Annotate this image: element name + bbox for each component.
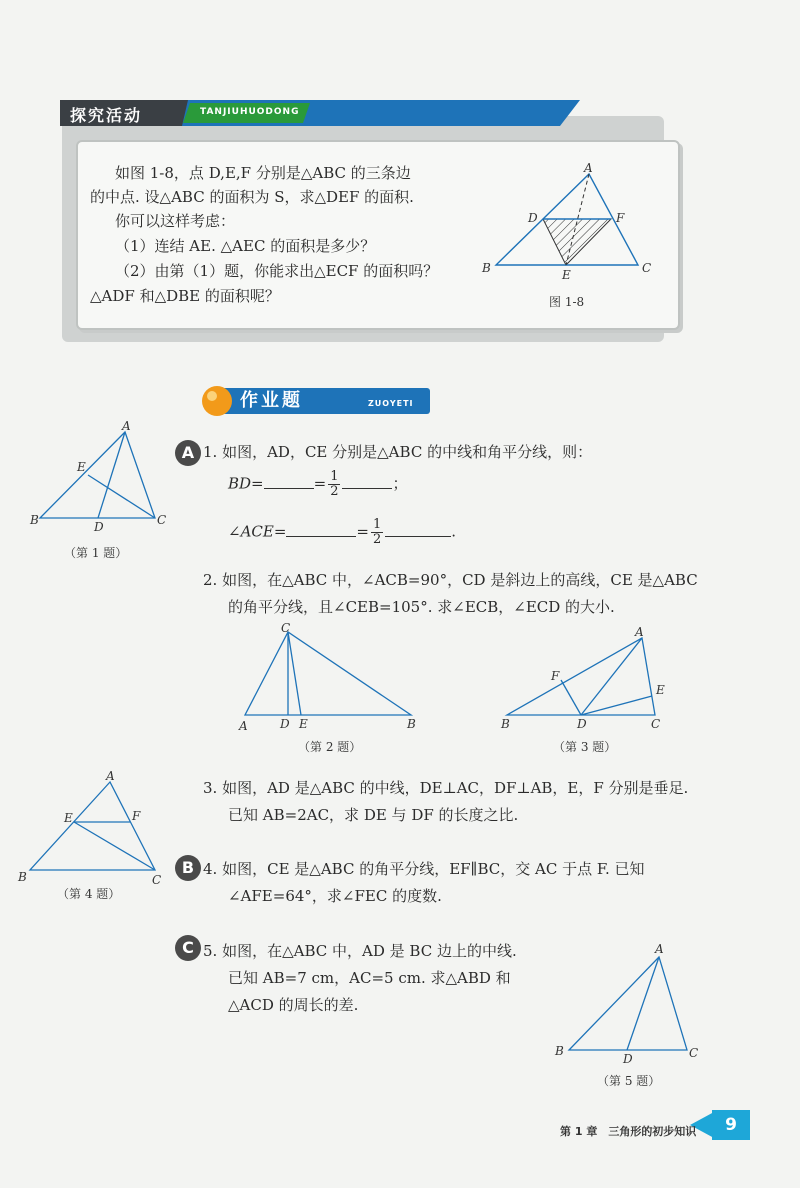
fig18-label-f: F xyxy=(616,211,625,225)
fig18-label-b: B xyxy=(482,261,491,275)
q3-line-1 xyxy=(203,777,688,799)
q2-number: 2. xyxy=(203,571,218,589)
q1-line-bd xyxy=(228,470,408,499)
level-b-badge: B xyxy=(175,855,201,881)
q1-eq-1: = xyxy=(313,474,327,493)
figure-1-8-caption: 图 1-8 xyxy=(549,295,585,309)
q3-label-a: A xyxy=(635,625,644,639)
q2-label-d: D xyxy=(280,717,290,731)
q1-text: 如图，AD，CE 分别是△ABC 的中线和角平分线，则： xyxy=(222,443,593,461)
q4-caption: （第 4 题） xyxy=(57,887,121,901)
fig18-label-e: E xyxy=(562,268,571,282)
level-a-badge: A xyxy=(175,440,201,466)
q4-line-2: ∠AFE=64°，求∠FEC 的度数. xyxy=(228,887,442,905)
explore-title: 探究活动 xyxy=(70,106,143,125)
q3-caption: （第 3 题） xyxy=(553,740,617,754)
q2-line-1 xyxy=(203,569,698,591)
q2-text-1: 如图，在△ABC 中，∠ACB=90°，CD 是斜边上的高线，CE 是△ABC xyxy=(222,571,698,589)
q5-label-a: A xyxy=(655,942,664,956)
q1-blank-1[interactable] xyxy=(264,474,314,489)
explore-line-3: 你可以这样考虑： xyxy=(115,212,236,230)
q1-question xyxy=(203,441,592,463)
q4-label-f: F xyxy=(132,809,141,823)
q2-label-c: C xyxy=(281,621,291,635)
q5-label-c: C xyxy=(689,1046,699,1060)
q3-label-d: D xyxy=(577,717,587,731)
q3-label-f: F xyxy=(551,669,560,683)
explore-line-1: 如图 1-8，点 D,E,F 分别是△ABC 的三条边 xyxy=(115,164,411,182)
q3-line-2: 已知 AB=2AC，求 DE 与 DF 的长度之比. xyxy=(228,806,519,824)
explore-subtitle: TANJIUHUODONG xyxy=(200,107,300,117)
q2-label-e: E xyxy=(299,717,308,731)
q1-label-b: B xyxy=(30,513,39,527)
explore-line-4: （1）连结 AE. △AEC 的面积是多少？ xyxy=(115,237,376,255)
q1-frac-2: $\frac{1}{2}$ xyxy=(372,517,382,547)
q5-label-b: B xyxy=(555,1044,564,1058)
fig18-label-d: D xyxy=(528,211,538,225)
q4-text-1: 如图，CE 是△ABC 的角平分线，EF∥BC，交 AC 于点 F. 已知 xyxy=(222,860,645,878)
q4-label-a: A xyxy=(106,769,115,783)
figure-q1 xyxy=(30,420,180,535)
fig18-label-a: A xyxy=(584,161,593,175)
q1-caption: （第 1 题） xyxy=(64,546,128,560)
q3-label-b: B xyxy=(501,717,510,731)
q1-period: . xyxy=(451,522,457,541)
q3-label-e: E xyxy=(656,683,665,697)
q2-line-2: 的角平分线，且∠CEB=105°. 求∠ECB，∠ECD 的大小. xyxy=(228,598,615,616)
q1-line-ace xyxy=(228,518,456,547)
q3-text-1: 如图，AD 是△ABC 的中线，DE⊥AC，DF⊥AB，E，F 分别是垂足. xyxy=(222,779,689,797)
q5-line-2: 已知 AB=7 cm，AC=5 cm. 求△ABD 和 xyxy=(228,969,511,987)
q5-label-d: D xyxy=(623,1052,633,1066)
q4-number: 4. xyxy=(203,860,218,878)
q1-semicolon: ； xyxy=(392,474,408,493)
explore-line-5: （2）由第（1）题，你能求出△ECF 的面积吗？ xyxy=(115,262,439,280)
q5-number: 5. xyxy=(203,942,218,960)
q4-label-b: B xyxy=(18,870,27,884)
explore-line-6: △ADF 和△DBE 的面积呢？ xyxy=(90,287,280,305)
page-number: 9 xyxy=(712,1110,750,1140)
q1-number: 1. xyxy=(203,443,218,461)
explore-header-banner xyxy=(60,100,660,126)
q1-ace-label: ∠ACE= xyxy=(228,522,287,541)
q5-caption: （第 5 题） xyxy=(597,1074,661,1088)
q5-text-1: 如图，在△ABC 中，AD 是 BC 边上的中线. xyxy=(222,942,517,960)
figure-q5 xyxy=(555,935,705,1065)
q1-blank-3[interactable] xyxy=(286,522,356,537)
fig18-label-c: C xyxy=(642,261,652,275)
explore-line-2: 的中点. 设△ABC 的面积为 S，求△DEF 的面积. xyxy=(90,188,414,206)
figure-1-8 xyxy=(480,160,670,290)
chapter-footer: 第 1 章 三角形的初步知识 xyxy=(560,1125,697,1138)
level-c-badge: C xyxy=(175,935,201,961)
homework-subtitle: ZUOYETI xyxy=(368,399,414,408)
q1-bd-label: BD= xyxy=(228,474,264,493)
q4-label-e: E xyxy=(64,811,73,825)
q3-number: 3. xyxy=(203,779,218,797)
q2-caption: （第 2 题） xyxy=(298,740,362,754)
figure-q4 xyxy=(18,769,168,887)
q3-label-c: C xyxy=(651,717,661,731)
orange-leaf-icon xyxy=(202,386,232,416)
q5-line-1 xyxy=(203,940,517,962)
q1-eq-2: = xyxy=(356,522,369,541)
homework-title: 作业题 xyxy=(240,390,303,411)
q4-label-c: C xyxy=(152,873,162,887)
q2-label-a: A xyxy=(239,719,248,733)
q1-label-a: A xyxy=(122,419,131,433)
q1-blank-4[interactable] xyxy=(385,522,451,537)
q1-label-c: C xyxy=(157,513,167,527)
q2-label-b: B xyxy=(407,717,416,731)
q1-frac-1: $\frac{1}{2}$ xyxy=(330,469,339,499)
q1-label-d: D xyxy=(94,520,104,534)
figure-q3 xyxy=(495,620,680,735)
q5-line-3: △ACD 的周长的差. xyxy=(228,996,359,1014)
figure-q2 xyxy=(235,620,425,735)
q4-line-1 xyxy=(203,858,645,880)
q1-label-e: E xyxy=(77,460,86,474)
q1-blank-2[interactable] xyxy=(342,474,392,489)
